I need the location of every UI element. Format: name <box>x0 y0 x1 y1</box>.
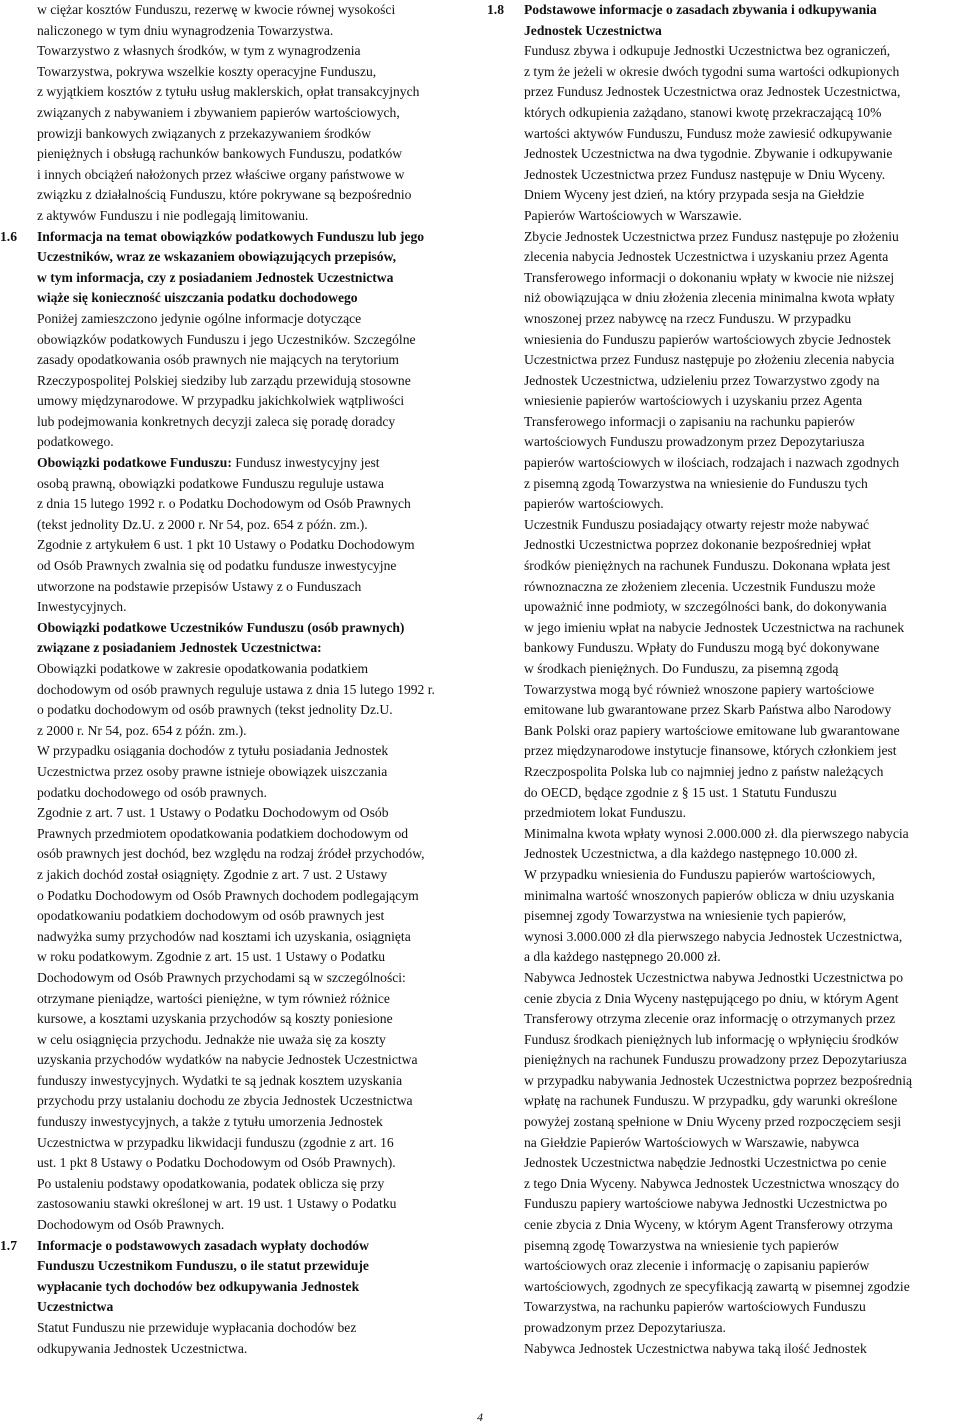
text-line: Transferowego informacji o dokonaniu wpłaty w kwocie nie niższej <box>524 269 895 285</box>
text-line: przychodu przy ustalaniu dochodu ze zbycia Jednostek Uczestnictwa <box>37 1093 413 1109</box>
text-line: na Giełdzie Papierów Wartościowych w Warszawie, nabywca <box>524 1134 860 1150</box>
text-line: pisemną zgodę Towarzystwa na wniesienie tych papierów <box>524 1237 840 1253</box>
text-line: Jednostki Uczestnictwa poprzez dokonanie bezpośredniej wpłat <box>524 537 871 553</box>
text-line: Rzeczpospolita Polska lub co najmniej jedno z państw należących <box>524 763 884 779</box>
text-line: z dnia 15 lutego 1992 r. o Podatku Dochodowym od Osób Prawnych <box>37 496 411 512</box>
text-line: o podatku dochodowym od osób prawnych (tekst jednolity Dz.U. <box>37 702 393 718</box>
text-line: umowy międzynarodowe. W przypadku jakichkolwiek wątpliwości <box>37 393 405 409</box>
text-line: Uczestnictwa w przypadku likwidacji funduszu (zgodnie z art. 16 <box>37 1134 394 1150</box>
text-line: z pisemną zgodą Towarzystwa na wniesienie do Funduszu tych <box>524 475 868 491</box>
text-line: do OECD, będące zgodnie z § 15 ust. 1 Statutu Funduszu <box>524 784 837 800</box>
text-line: Prawnych przedmiotem opodatkowania podatkiem dochodowym od <box>37 825 409 841</box>
text-line: obowiązków podatkowych Funduszu i jego Uczestników. Szczególne <box>37 331 416 347</box>
text-line: prowadzonym przez Depozytariusza. <box>524 1320 726 1335</box>
text-line: W przypadku wniesienia do Funduszu papierów wartościowych, <box>524 866 876 882</box>
text-line: dochodowym od osób prawnych reguluje ustawa z dnia 15 lutego 1992 r. <box>37 681 435 697</box>
text-line: minimalna wartość wnoszonych papierów oblicza w dniu uzyskania <box>524 887 895 903</box>
text-line: podatkowego. <box>37 434 114 450</box>
text-line: zlecenia nabycia Jednostek Uczestnictwa i uzyskaniu przez Agenta <box>524 249 889 265</box>
text-line: Jednostek Uczestnictwa przez Fundusz następuje w Dniu Wyceny. <box>524 166 886 182</box>
text-line: wartościowych, zgodnych ze specyfikacją zawartą w pisemnej zgodzie <box>524 1278 910 1294</box>
text-line: Towarzystwa mogą być również wnoszone papiery wartościowe <box>524 681 875 697</box>
text-line: papierów wartościowych w ilościach, rodzajach i nazwach zgodnych <box>524 455 900 471</box>
text-line: cenie zbycia z Dnia Wyceny, w którym Agent Transferowy otrzyma <box>524 1217 893 1233</box>
text-line: Informacja na temat obowiązków podatkowych Funduszu lub jego <box>37 228 425 244</box>
text-line: Zgodnie z art. 7 ust. 1 Ustawy o Podatku Dochodowym od Osób <box>37 805 389 821</box>
text-line: prowizji bankowych związanych z przekazywaniem środków <box>37 125 372 141</box>
text-line: o Podatku Dochodowym od Osób Prawnych dochodem podlegającym <box>37 887 419 903</box>
text-line: środków pieniężnych na rachunek Funduszu. Dokonana wpłata jest <box>524 558 891 574</box>
section-title <box>524 0 957 41</box>
text-line: z wyjątkiem kosztów z tytułu usług maklerskich, opłat transakcyjnych <box>37 84 420 100</box>
text-line: w celu osiągnięcia przychodu. Jednakże nie uważa się za koszty <box>37 1031 386 1047</box>
text-line: wpłatę na rachunek Funduszu. W przypadku, gdy warunki określone <box>524 1093 898 1109</box>
text-line: Towarzystwo z własnych środków, w tym z wynagrodzenia <box>37 43 361 59</box>
text-line: Dniem Wyceny jest dzień, na który przypada sesja na Giełdzie <box>524 187 865 203</box>
text-line: lub podejmowania konkretnych decyzji zaleca się poradę doradcy <box>37 413 396 429</box>
text-line: związane z posiadaniem Jednostek Uczestnictwa: <box>37 640 322 656</box>
text-line: w tym informacja, czy z posiadaniem Jednostek Uczestnictwa <box>37 269 394 285</box>
text-line: ust. 1 pkt 8 Ustawy o Podatku Dochodowym od Osób Prawnych). <box>37 1155 396 1171</box>
text-line: funduszy inwestycyjnych, a także z tytułu umorzenia Jednostek <box>37 1114 383 1130</box>
text-line: uzyskania przychodów wydatków na nabycie Jednostek Uczestnictwa <box>37 1052 418 1068</box>
section-1-6 <box>0 227 470 1236</box>
text-line: emitowane lub gwarantowane przez Skarb Państwa albo Narodowy <box>524 702 892 718</box>
text-line: upoważnić inne podmioty, w szczególności bank, do dokonywania <box>524 599 887 615</box>
text-line: Minimalna kwota wpłaty wynosi 2.000.000 zł. dla pierwszego nabycia <box>524 825 909 841</box>
text-line: a dla każdego następnego 20.000 zł. <box>524 949 721 965</box>
section-body <box>37 1318 470 1359</box>
section-number: 1.8 <box>487 2 504 17</box>
text-line: pieniężnych i obsługą rachunków bankowych Funduszu, podatków <box>37 146 403 162</box>
text-line: podatku dochodowego od osób prawnych. <box>37 784 267 800</box>
section-body <box>524 41 957 1359</box>
text-line: wartościowych oraz zlecenie i informację o zapisaniu papierów <box>524 1258 870 1274</box>
text-line: opodatkowaniu podatkiem dochodowym od osób prawnych jest <box>37 908 385 924</box>
text-line: Zgodnie z artykułem 6 ust. 1 pkt 10 Ustawy o Podatku Dochodowym <box>37 537 415 553</box>
participant-tax-body <box>37 659 470 1236</box>
text-line: Jednostek Uczestnictwa, udzieleniu przez Towarzystwo zgody na <box>524 372 880 388</box>
text-line: przedmiotem lokat Funduszu. <box>524 805 686 821</box>
text-line: Dochodowym od Osób Prawnych przychodami są w szczególności: <box>37 969 406 985</box>
text-line: odkupywania Jednostek Uczestnictwa. <box>37 1340 248 1356</box>
section-title <box>37 227 470 309</box>
text-line: w roku podatkowym. Zgodnie z art. 15 ust. 1 Ustawy o Podatku <box>37 949 386 965</box>
text-line: (tekst jednolity Dz.U. z 2000 r. Nr 54, poz. 654 z późn. zm.). <box>37 516 368 532</box>
text-line: w przypadku nabywania Jednostek Uczestnictwa poprzez bezpośrednią <box>524 1072 913 1088</box>
text-line: Nabywca Jednostek Uczestnictwa nabywa Jednostki Uczestnictwa po <box>524 969 903 985</box>
text-line: powyżej zostaną spełnione w Dniu Wyceny przed rozpoczęciem sesji <box>524 1114 902 1130</box>
section-number: 1.6 <box>0 228 17 244</box>
text-line: Obowiązki podatkowe Uczestników Funduszu (osób prawnych) <box>37 619 405 635</box>
text-line: Nabywca Jednostek Uczestnictwa nabywa taką ilość Jednostek <box>524 1340 867 1356</box>
fund-tax-paragraph <box>37 453 470 474</box>
text-line: wartości aktywów Funduszu, Fundusz może zawiesić odkupywanie <box>524 125 893 141</box>
text-line: Transferowy otrzyma zlecenie oraz informację o otrzymanych przez <box>524 1011 896 1027</box>
intro-paragraph <box>0 0 470 227</box>
section-1-7 <box>0 1236 470 1360</box>
text-line: Poniżej zamieszczono jedynie ogólne informacje dotyczące <box>37 310 362 326</box>
text-line: których odkupienia zażądano, stanowi kwotę przekraczającą 10% <box>524 104 882 120</box>
text-line: Obowiązki podatkowe w zakresie opodatkowania podatkiem <box>37 661 369 676</box>
text-line: Po ustaleniu podstawy opodatkowania, podatek oblicza się przy <box>37 1175 385 1191</box>
text-line: Uczestnik Funduszu posiadający otwarty rejestr może nabywać <box>524 516 870 532</box>
text-line: Uczestnictwa przez osoby prawne istnieje obowiązek uiszczania <box>37 763 388 779</box>
text-line: wynosi 3.000.000 zł dla pierwszego nabycia Jednostek Uczestnictwa, <box>524 928 903 944</box>
text-line: Jednostek Uczestnictwa nabędzie Jednostki Uczestnictwa po cenie <box>524 1155 887 1171</box>
text-line: przez Fundusz Jednostek Uczestnictwa oraz Jednostek Uczestnictwa, <box>524 84 901 100</box>
text-line: Uczestników, wraz ze wskazaniem obowiązujących przepisów, <box>37 249 397 265</box>
text-line: z 2000 r. Nr 54, poz. 654 z późn. zm.). <box>37 722 247 738</box>
text-line: Zbycie Jednostek Uczestnictwa przez Fundusz następuje po złożeniu <box>524 228 899 244</box>
text-line: Transferowego informacji o zapisaniu na rachunku papierów <box>524 413 855 429</box>
text-line: Funduszu Uczestnikom Funduszu, o ile statut przewiduje <box>37 1258 369 1274</box>
text-line: Jednostek Uczestnictwa <box>524 22 662 38</box>
text-line: Uczestnictwa <box>37 1299 114 1315</box>
text-line: osób prawnych jest dochód, bez względu na rodzaj źródeł przychodów, <box>37 846 425 862</box>
text-line: utworzone na podstawie przepisów Ustawy z o Funduszach <box>37 578 362 594</box>
text-line: funduszy inwestycyjnych. Wydatki te są jednak kosztem uzyskania <box>37 1072 403 1088</box>
text-line: związanych z nabywaniem i zbywaniem papierów wartościowych, <box>37 104 400 120</box>
text-line: Podstawowe informacje o zasadach zbywania i odkupywania <box>524 2 877 17</box>
text-line: pieniężnych na rachunek Funduszu prowadzony przez Depozytariusza <box>524 1052 907 1068</box>
text-line: Jednostek Uczestnictwa, a dla każdego następnego 10.000 zł. <box>524 846 858 862</box>
text-line: z jakich dochód został osiągnięty. Zgodnie z art. 7 ust. 2 Ustawy <box>37 866 388 882</box>
text-line: Funduszu papiery wartościowe nabywa Jednostki Uczestnictwa po <box>524 1196 888 1212</box>
left-column <box>0 0 470 1359</box>
fund-tax-body <box>37 474 470 618</box>
section-body <box>37 309 470 453</box>
section-title <box>37 1236 470 1318</box>
text-line: wniesienie papierów wartościowych i uzyskaniu przez Agenta <box>524 393 863 409</box>
text-line: otrzymane pieniądze, wartości pieniężne, w tym również różnice <box>37 990 390 1006</box>
text-line: w ciężar kosztów Funduszu, rezerwę w kwocie równej wysokości <box>37 2 396 17</box>
text-line: zastosowaniu stawki określonej w art. 19 ust. 1 Ustawy o Podatku <box>37 1196 397 1212</box>
text-line: z aktywów Funduszu i nie podlegają limitowaniu. <box>37 207 309 223</box>
text-line: wypłacanie tych dochodów bez odkupywania Jednostek <box>37 1278 360 1294</box>
text-line: wniesienia do Funduszu papierów wartościowych zbycie Jednostek <box>524 331 891 347</box>
text-line: Fundusz środkach pieniężnych lub informację o wpłynięciu środków <box>524 1031 899 1047</box>
text-line: W przypadku osiągania dochodów z tytułu posiadania Jednostek <box>37 743 389 759</box>
text-line: Fundusz zbywa i odkupuje Jednostki Uczestnictwa bez ograniczeń, <box>524 43 891 59</box>
page-number: 4 <box>477 1410 483 1424</box>
text-line: Informacje o podstawowych zasadach wypłaty dochodów <box>37 1237 369 1253</box>
text-line: Dochodowym od Osób Prawnych. <box>37 1217 225 1233</box>
text-line: naliczonego w tym dniu wynagrodzenia Towarzystwa. <box>37 22 334 38</box>
text-line: wiąże się konieczność uiszczania podatku dochodowego <box>37 290 358 306</box>
text-line: i innych obciążeń nałożonych przez właściwe organy państwowe w <box>37 166 405 182</box>
text-line: osobą prawną, obowiązki podatkowe Funduszu reguluje ustawa <box>37 475 384 491</box>
text-line: wartościowych Funduszu prowadzonym przez Depozytariusza <box>524 434 865 450</box>
text-line: wnoszonej przez nabywcę na rzecz Funduszu. W przypadku <box>524 310 852 326</box>
text-line: Inwestycyjnych. <box>37 599 127 615</box>
fund-tax-first: Fundusz inwestycyjny jest <box>231 455 380 471</box>
fund-tax-label: Obowiązki podatkowe Funduszu: <box>37 455 232 471</box>
text-line: w środkach pieniężnych. Do Funduszu, za pisemną zgodą <box>524 661 839 676</box>
text-line: związku z działalnością Funduszu, które pokrywane są bezpośrednio <box>37 187 412 203</box>
text-line: kursowe, a kosztami uzyskania przychodów są koszty poniesione <box>37 1011 393 1027</box>
text-line: bankowy Funduszu. Wpłaty do Funduszu mogą być dokonywane <box>524 640 880 656</box>
text-line: Towarzystwa, na rachunku papierów wartościowych Funduszu <box>524 1299 866 1315</box>
text-line: papierów wartościowych. <box>524 496 664 512</box>
section-number: 1.7 <box>0 1237 17 1253</box>
text-line: nadwyżka sumy przychodów nad kosztami ich uzyskania, osiągnięta <box>37 928 411 944</box>
text-line: równoznaczna ze złożeniem zlecenia. Uczestnik Funduszu może <box>524 578 876 594</box>
text-line: Rzeczypospolitej Polskiej siedziby lub zarządu przewidują stosowne <box>37 372 411 388</box>
text-line: Papierów Wartościowych w Warszawie. <box>524 207 742 223</box>
text-line: pisemnej zgody Towarzystwa na wniesienie tych papierów, <box>524 908 847 924</box>
text-line: niż obowiązująca w dniu złożenia zlecenia minimalna kwota wpłaty <box>524 290 895 306</box>
text-line: zasady opodatkowania osób prawnych nie mających na terytorium <box>37 352 399 368</box>
text-line: Towarzystwa, pokrywa wszelkie koszty operacyjne Funduszu, <box>37 63 377 79</box>
text-line: z tego Dnia Wyceny. Nabywca Jednostek Uczestnictwa wnoszący do <box>524 1175 900 1191</box>
section-1-8 <box>487 0 957 1359</box>
text-line: Uczestnictwa przez Fundusz następuje po złożeniu zlecenia nabycia <box>524 352 895 368</box>
text-line: przez międzynarodowe instytucje finansowe, których członkiem jest <box>524 743 897 759</box>
text-line: cenie zbycia z Dnia Wyceny następującego po dniu, w którym Agent <box>524 990 899 1006</box>
text-line: od Osób Prawnych zwalnia się od podatku fundusze inwestycyjne <box>37 558 397 574</box>
text-line: w jego imieniu wpłat na nabycie Jednostek Uczestnictwa na rachunek <box>524 619 905 635</box>
text-line: Bank Polski oraz papiery wartościowe emitowane lub gwarantowane <box>524 722 900 738</box>
text-line: z tym że jeżeli w okresie dwóch tygodni suma wartości odkupionych <box>524 63 900 79</box>
text-line: Jednostek Uczestnictwa na dwa tygodnie. Zbywanie i odkupywanie <box>524 146 893 162</box>
right-column <box>487 0 957 1359</box>
participant-tax-title <box>37 618 470 659</box>
text-line: Statut Funduszu nie przewiduje wypłacania dochodów bez <box>37 1320 357 1335</box>
